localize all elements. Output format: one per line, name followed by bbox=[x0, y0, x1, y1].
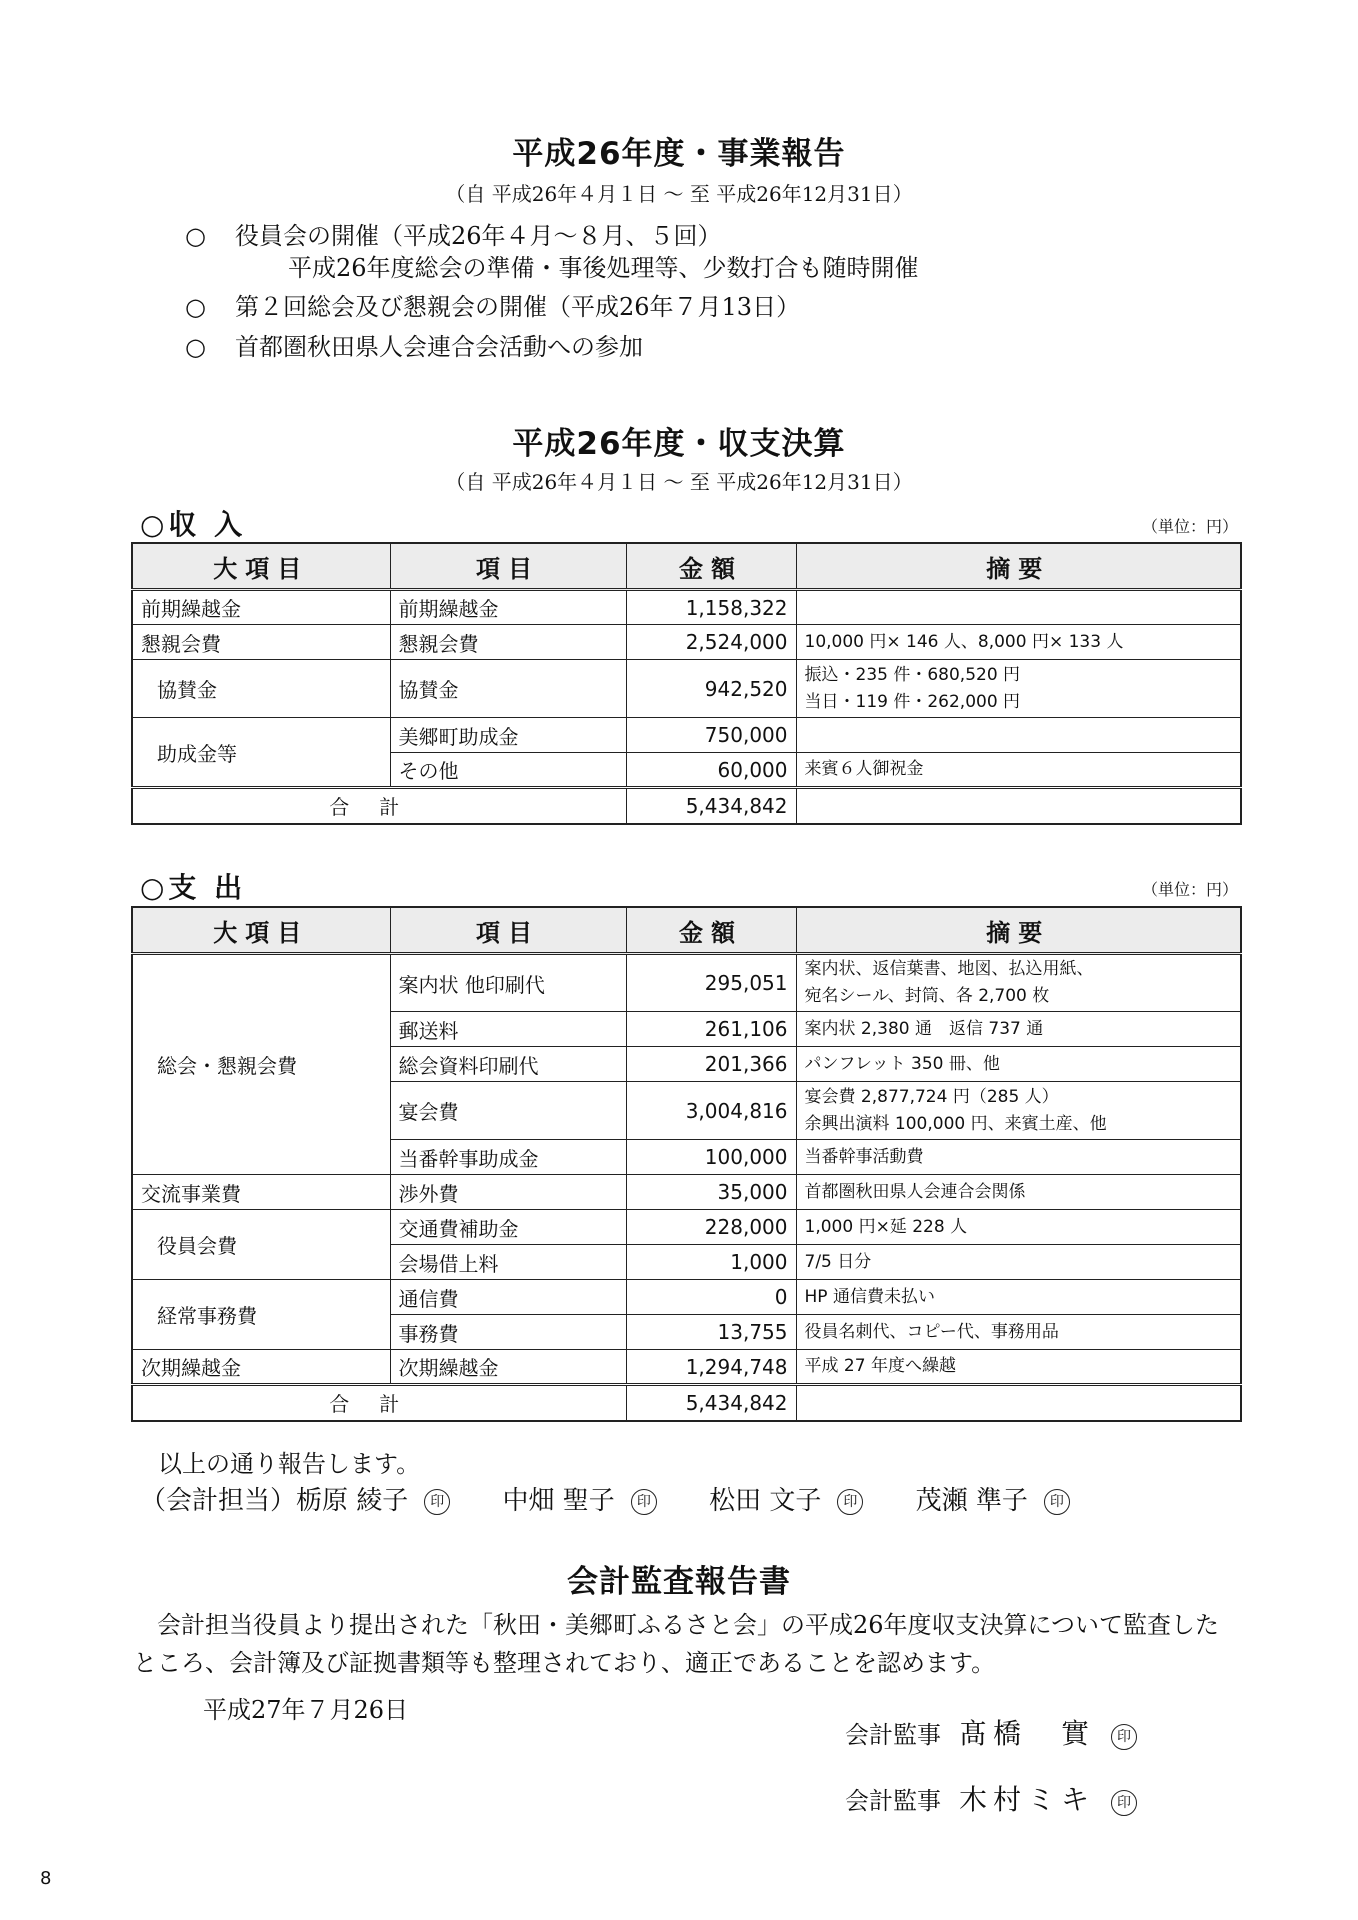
table-row: 助成金等 美郷町助成金 750,000 bbox=[132, 718, 1241, 753]
header-summary: 摘要 bbox=[796, 543, 1241, 590]
budget-period: （自 平成26年４月１日 ～ 至 平成26年12月31日） bbox=[445, 470, 913, 494]
total-row: 合計 5,434,842 bbox=[132, 1385, 1241, 1421]
table-row: 総会・懇親会費 案内状 他印刷代 295,051 案内状、返信葉書、地図、払込用紙、 宛名シール、封筒、各 2,700 枚 bbox=[132, 954, 1241, 1012]
signer-name: 栃原 綾子 bbox=[296, 1486, 409, 1516]
table-row: その他 60,000 来賓６人御祝金 bbox=[132, 753, 1241, 788]
circle-bullet-icon: ○ bbox=[185, 293, 206, 321]
closing-line: 以上の通り報告します。 bbox=[158, 1450, 421, 1478]
report-item-detail: 平成26年度総会の準備・事後処理等、少数打合も随時開催 bbox=[288, 254, 919, 282]
income-heading: ○収 入 bbox=[140, 508, 247, 541]
header-summary: 摘要 bbox=[796, 907, 1241, 954]
auditor-role: 会計監事 bbox=[845, 1721, 941, 1749]
expense-table bbox=[131, 906, 1242, 1422]
signer-role: （会計担当） bbox=[140, 1486, 297, 1516]
auditor-name: 木村ミキ bbox=[959, 1783, 1096, 1816]
page-number: 8 bbox=[40, 1868, 52, 1889]
table-row: 郵送料 261,106 案内状 2,380 通 返信 737 通 bbox=[132, 1012, 1241, 1047]
table-row: 役員会費 交通費補助金 228,000 1,000 円×延 228 人 bbox=[132, 1210, 1241, 1245]
header-amount: 金額 bbox=[626, 907, 796, 954]
seal-icon: 印 bbox=[631, 1489, 657, 1515]
header-item: 項目 bbox=[390, 543, 626, 590]
report-item: ○ 首都圏秋田県人会連合会活動への参加 bbox=[185, 333, 643, 361]
audit-date: 平成27年７月26日 bbox=[203, 1696, 409, 1724]
report-item: ○ 第２回総会及び懇親会の開催（平成26年７月13日） bbox=[185, 293, 801, 321]
audit-paragraph-cont: ところ、会計簿及び証拠書類等も整理されており、適正であることを認めます。 bbox=[133, 1649, 996, 1677]
seal-icon: 印 bbox=[1044, 1489, 1070, 1515]
table-header-row bbox=[132, 543, 1241, 590]
header-major-item: 大項目 bbox=[132, 543, 390, 590]
auditor-name: 髙橋 實 bbox=[959, 1717, 1096, 1750]
circle-bullet-icon: ○ bbox=[185, 222, 206, 250]
table-row: 次期繰越金 次期繰越金 1,294,748 平成 27 年度へ繰越 bbox=[132, 1350, 1241, 1385]
auditor bbox=[845, 1712, 1137, 1752]
audit-paragraph: 会計担当役員より提出された「秋田・美郷町ふるさと会」の平成26年度収支決算について監査した bbox=[157, 1611, 1220, 1639]
table-row: 総会資料印刷代 201,366 パンフレット 350 冊、他 bbox=[132, 1047, 1241, 1082]
seal-icon: 印 bbox=[837, 1489, 863, 1515]
table-row: 経常事務費 通信費 0 HP 通信費未払い bbox=[132, 1280, 1241, 1315]
report-item: ○ 役員会の開催（平成26年４月～８月、５回） bbox=[185, 222, 722, 250]
income-unit: （単位：円） bbox=[1141, 517, 1238, 536]
header-item: 項目 bbox=[390, 907, 626, 954]
table-row: 協賛金 協賛金 942,520 振込・235 件・680,520 円 当日・119 件・262,000 円 bbox=[132, 660, 1241, 718]
table-row: 会場借上料 1,000 7/5 日分 bbox=[132, 1245, 1241, 1280]
header-major-item: 大項目 bbox=[132, 907, 390, 954]
auditor-role: 会計監事 bbox=[845, 1787, 941, 1815]
seal-icon: 印 bbox=[1111, 1790, 1137, 1816]
signers-row bbox=[140, 1480, 1070, 1517]
auditor bbox=[845, 1778, 1137, 1818]
signer-name: 茂瀬 準子 bbox=[915, 1486, 1028, 1516]
table-row: 懇親会費 懇親会費 2,524,000 10,000 円× 146 人、8,000 円× 133 人 bbox=[132, 625, 1241, 660]
circle-bullet-icon: ○ bbox=[185, 333, 206, 361]
signer-name: 中畑 聖子 bbox=[502, 1486, 615, 1516]
signer-name: 松田 文子 bbox=[709, 1486, 822, 1516]
seal-icon: 印 bbox=[1111, 1724, 1137, 1750]
expense-heading: ○支 出 bbox=[140, 871, 247, 904]
budget-title: 平成26年度・収支決算 bbox=[512, 426, 846, 462]
table-row: 交流事業費 渉外費 35,000 首都圏秋田県人会連合会関係 bbox=[132, 1175, 1241, 1210]
expense-unit: （単位：円） bbox=[1141, 880, 1238, 899]
table-row: 当番幹事助成金 100,000 当番幹事活動費 bbox=[132, 1140, 1241, 1175]
header-amount: 金額 bbox=[626, 543, 796, 590]
audit-title: 会計監査報告書 bbox=[567, 1564, 791, 1600]
table-row: 事務費 13,755 役員名刺代、コピー代、事務用品 bbox=[132, 1315, 1241, 1350]
table-row: 前期繰越金 前期繰越金 1,158,322 bbox=[132, 590, 1241, 625]
report-period: （自 平成26年４月１日 ～ 至 平成26年12月31日） bbox=[445, 182, 913, 206]
seal-icon: 印 bbox=[424, 1489, 450, 1515]
table-row: 宴会費 3,004,816 宴会費 2,877,724 円（285 人） 余興出演料 100,000 円、来賓土産、他 bbox=[132, 1082, 1241, 1140]
report-title: 平成26年度・事業報告 bbox=[512, 136, 846, 172]
total-row: 合計 5,434,842 bbox=[132, 788, 1241, 824]
income-table bbox=[131, 542, 1242, 825]
table-header-row bbox=[132, 907, 1241, 954]
